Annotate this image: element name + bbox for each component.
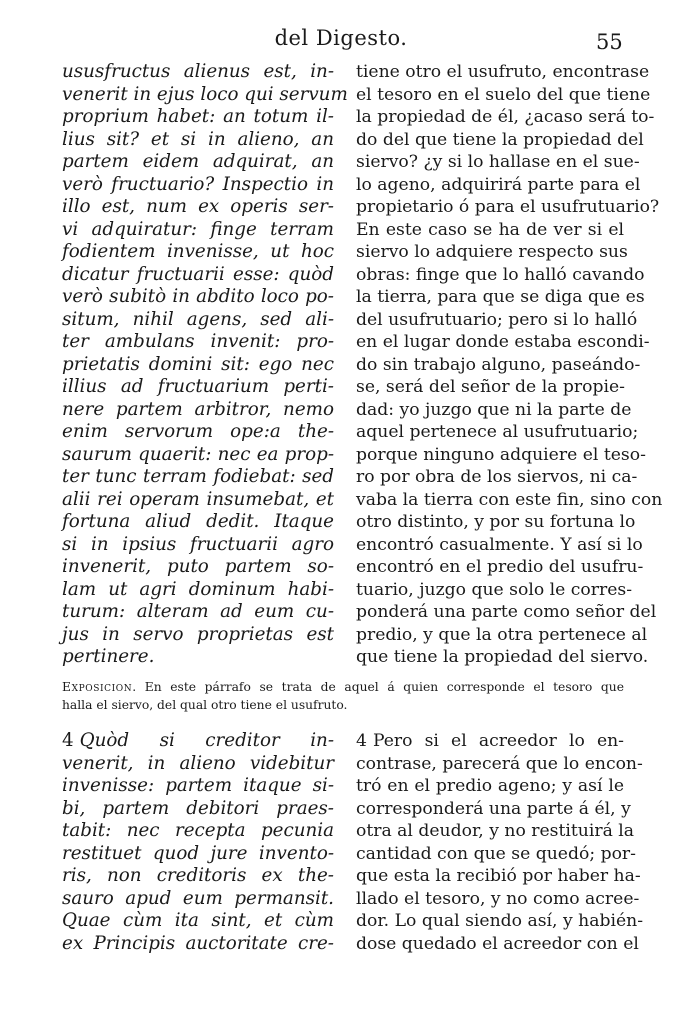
text-line: contrase, parecerá que lo encon- — [356, 753, 643, 774]
text-line: del usufrutuario; pero si lo halló — [356, 309, 638, 330]
text-line: que tiene la propiedad del siervo. — [356, 647, 649, 667]
paragraph-number: 4 — [62, 730, 74, 751]
text-line: otro distinto, y por su fortuna lo — [356, 512, 636, 532]
text-line: prietatis domini sit: ego nec — [62, 353, 334, 375]
text-line: verò subitò in abdito loco po- — [62, 286, 334, 307]
text-line: do del que tiene la propiedad del — [356, 129, 644, 150]
latin-column-paragraph-4 — [62, 730, 334, 955]
exposition-text-line-1: En este párrafo se trata de aquel á quien corresponde el tesoro que — [144, 680, 624, 694]
text-line: venerit in ejus loco qui servum — [62, 83, 348, 105]
text-line: siervo lo adquiere respecto sus — [356, 242, 628, 262]
text-line: porque ninguno adquiere el teso- — [356, 444, 646, 465]
text-line — [356, 730, 624, 753]
text-line: tuario, juzgo que solo le corres- — [356, 579, 632, 600]
running-header: del Digesto. — [274, 26, 408, 50]
text-line: verò fructuario? Inspectio in — [62, 173, 334, 195]
text-line: vi adquiratur: finge terram — [62, 218, 334, 240]
text-line: propietario ó para el usufrutuario? — [356, 197, 660, 217]
text-line: enim servorum ope:a the- — [62, 421, 334, 442]
text-line: tró en el predio ageno; y así le — [356, 776, 624, 796]
text-line: illo est, num ex operis ser- — [62, 196, 334, 217]
text-line: si in ipsius fructuarii agro — [62, 533, 334, 555]
text-line: la propiedad de él, ¿acaso será to- — [356, 107, 655, 127]
spanish-column-top — [356, 61, 663, 669]
paragraph-number: 4 — [356, 731, 367, 751]
text-line: ter ambulans invenit: pro- — [62, 331, 334, 352]
text-line: corresponderá una parte á él, y — [356, 798, 631, 819]
text-line: ris, non creditoris ex the- — [62, 865, 334, 886]
text-line: illius ad fructuarium perti- — [62, 376, 334, 397]
text-line: cantidad con que se quedó; por- — [356, 843, 636, 864]
text-line: do sin trabajo alguno, paseándo- — [356, 354, 641, 375]
text-line: sauro apud eum permansit. — [62, 887, 334, 909]
text-line: dose quedado el acreedor con el — [356, 933, 639, 954]
spanish-column-paragraph-4 — [356, 730, 644, 955]
text-line: siervo? ¿y si lo hallase en el sue- — [356, 152, 640, 172]
text-line: saurum quaerit: nec ea prop- — [62, 443, 334, 465]
text-line: lam ut agri dominum habi- — [62, 578, 334, 600]
text-line: partem eidem adquirat, an — [62, 151, 334, 172]
text-line-content: Quòd si creditor in- — [79, 730, 334, 751]
exposition-label: Exposicion. — [62, 680, 137, 694]
text-line: llado el tesoro, y no como acree- — [356, 888, 640, 909]
text-line: jus in servo proprietas est — [62, 623, 334, 645]
text-line: encontró casualmente. Y así si lo — [356, 534, 643, 555]
text-line — [62, 730, 334, 753]
text-line: el tesoro en el suelo del que tiene — [356, 84, 651, 105]
text-line: pertinere. — [62, 646, 155, 667]
text-line: predio, y que la otra pertenece al — [356, 624, 648, 645]
text-line: ponderá una parte como señor del — [356, 602, 657, 622]
text-line: lo ageno, adquirirá parte para el — [356, 174, 641, 195]
text-line: que esta la recibió por haber ha- — [356, 866, 641, 886]
text-line: tabit: nec recepta pecunia — [62, 820, 334, 841]
text-line: obras: finge que lo halló cavando — [356, 264, 645, 285]
text-line: dicatur fructuarii esse: quòd — [62, 263, 334, 285]
text-line: invenerit, puto partem so- — [62, 556, 334, 577]
text-line: alii rei operam insumebat, et — [62, 488, 334, 510]
text-line: lius sit? et si in alieno, an — [62, 128, 334, 150]
exposition-note — [62, 678, 624, 714]
text-line: otra al deudor, y no restituirá la — [356, 821, 635, 841]
exposition-text-line-2: halla el siervo, del qual otro tiene el usufruto. — [62, 698, 348, 712]
text-line: venerit, in alieno videbitur — [62, 752, 334, 774]
text-line: ex Principis auctoritate cre- — [62, 932, 334, 954]
text-line: se, será del señor de la propie- — [356, 377, 625, 397]
text-line: dor. Lo qual siendo así, y habién- — [356, 911, 644, 931]
text-line: proprium habet: an totum il- — [62, 106, 334, 127]
text-line: en el lugar donde estaba escondi- — [356, 332, 650, 352]
page-number: 55 — [596, 30, 623, 54]
text-line: situm, nihil agens, sed ali- — [62, 308, 334, 330]
text-line: restituet quod jure invento- — [62, 842, 334, 864]
text-line: fortuna aliud dedit. Itaque — [62, 511, 334, 532]
text-line: invenisse: partem itaque si- — [62, 775, 334, 796]
text-line: vaba la tierra con este fin, sino con — [356, 489, 663, 510]
text-line: tiene otro el usufruto, encontrase — [356, 62, 650, 82]
text-line: la tierra, para que se diga que es — [356, 287, 645, 307]
text-line: turum: alteram ad eum cu- — [62, 601, 334, 622]
text-line: dad: yo juzgo que ni la parte de — [356, 399, 632, 420]
text-line: nere partem arbitror, nemo — [62, 398, 334, 420]
text-line: aquel pertenece al usufrutuario; — [356, 422, 639, 442]
text-line: ter tunc terram fodiebat: sed — [62, 466, 334, 487]
text-line: encontró en el predio del usufru- — [356, 557, 644, 577]
text-line: ro por obra de los siervos, ni ca- — [356, 467, 638, 487]
text-line: bi, partem debitori praes- — [62, 797, 334, 819]
text-line: ususfructus alienus est, in- — [62, 61, 334, 82]
text-line: fodientem invenisse, ut hoc — [62, 241, 334, 262]
text-line: En este caso se ha de ver si el — [356, 219, 624, 240]
text-line: Quae cùm ita sint, et cùm — [62, 910, 334, 931]
text-line-content: Pero si el acreedor lo en- — [372, 731, 624, 751]
latin-column-top — [62, 61, 348, 669]
